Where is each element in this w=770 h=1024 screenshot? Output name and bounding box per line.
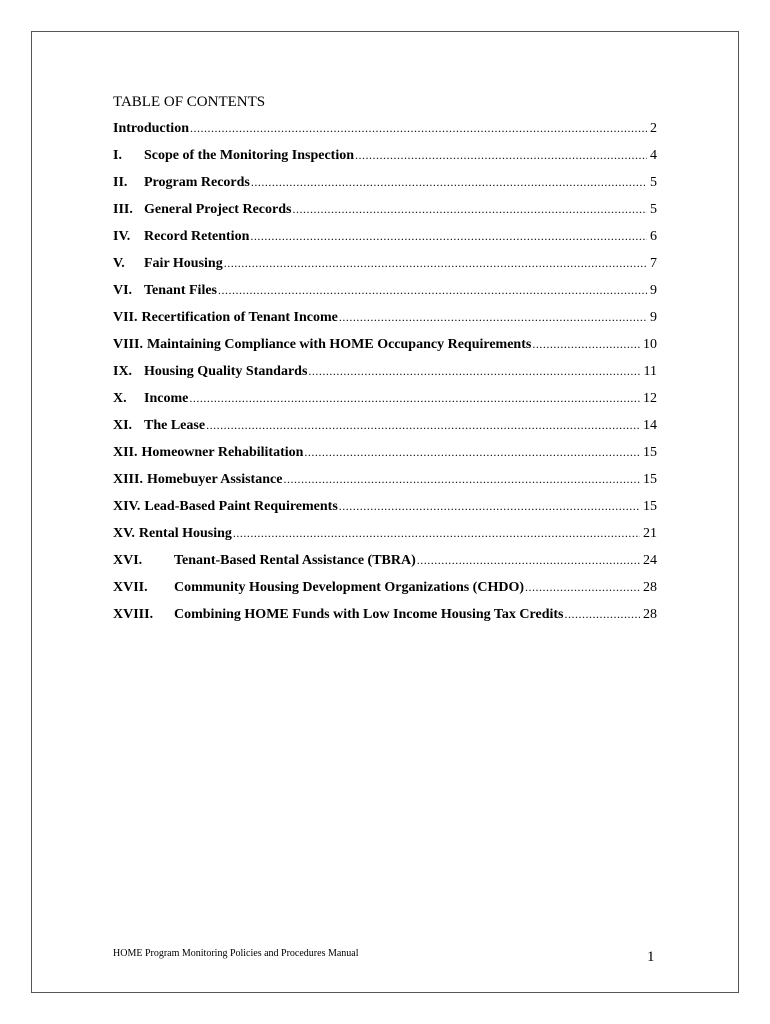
toc-dot-leader: [233, 524, 640, 542]
toc-entry-page: 21: [643, 526, 657, 541]
toc-entry-number: VIII.: [113, 337, 143, 352]
toc-dot-leader: [308, 362, 640, 380]
toc-entry-label: Homeowner Rehabilitation: [141, 445, 304, 460]
toc-dot-leader: [532, 335, 640, 353]
toc-entry-label: Tenant Files: [144, 283, 217, 298]
toc-entry-label: Community Housing Development Organizations (CHDO): [174, 580, 524, 595]
toc-list: [113, 119, 657, 632]
toc-entry-label: The Lease: [144, 418, 206, 433]
toc-entry-number: X.: [113, 391, 127, 406]
toc-entry[interactable]: [113, 470, 657, 497]
toc-entry-number: V.: [113, 256, 125, 271]
toc-entry-number: III.: [113, 202, 133, 217]
toc-entry[interactable]: [113, 605, 657, 632]
toc-entry-number: XVI.: [113, 553, 143, 568]
toc-entry-number: XII.: [113, 445, 138, 460]
toc-entry-number: XIV.: [113, 499, 141, 514]
toc-entry[interactable]: [113, 308, 657, 335]
toc-entry-page: 15: [643, 499, 657, 514]
toc-entry-label: Maintaining Compliance with HOME Occupancy Requirements: [146, 337, 532, 352]
toc-dot-leader: [218, 281, 647, 299]
toc-entry-page: 2: [650, 121, 657, 136]
toc-entry-number: IV.: [113, 229, 131, 244]
toc-entry[interactable]: [113, 281, 657, 308]
toc-title: TABLE OF CONTENTS: [113, 94, 266, 110]
toc-entry[interactable]: [113, 443, 657, 470]
toc-dot-leader: [224, 254, 647, 272]
toc-entry-number: XV.: [113, 526, 135, 541]
toc-entry[interactable]: [113, 335, 657, 362]
toc-entry[interactable]: [113, 524, 657, 551]
toc-dot-leader: [250, 227, 647, 245]
toc-dot-leader: [190, 119, 647, 137]
toc-entry-page: 7: [650, 256, 657, 271]
toc-entry-label: Record Retention: [144, 229, 250, 244]
toc-dot-leader: [525, 578, 640, 596]
toc-entry-page: 14: [643, 418, 657, 433]
toc-entry[interactable]: [113, 173, 657, 200]
toc-entry[interactable]: [113, 119, 657, 146]
toc-entry-page: 28: [643, 580, 657, 595]
toc-entry-page: 5: [650, 175, 657, 190]
toc-entry[interactable]: [113, 497, 657, 524]
toc-entry-number: XVII.: [113, 580, 148, 595]
toc-entry-label: Fair Housing: [144, 256, 223, 271]
toc-entry[interactable]: [113, 254, 657, 281]
toc-entry-page: 10: [643, 337, 657, 352]
toc-dot-leader: [189, 389, 640, 407]
toc-dot-leader: [251, 173, 647, 191]
toc-entry-page: 15: [643, 445, 657, 460]
toc-entry-page: 9: [650, 310, 657, 325]
toc-entry[interactable]: [113, 200, 657, 227]
toc-entry-number: XIII.: [113, 472, 143, 487]
toc-entry-page: 5: [650, 202, 657, 217]
toc-dot-leader: [565, 605, 641, 623]
toc-dot-leader: [304, 443, 640, 461]
toc-entry-label: Recertification of Tenant Income: [141, 310, 338, 325]
toc-entry-label: Combining HOME Funds with Low Income Housing Tax Credits: [174, 607, 564, 622]
toc-entry[interactable]: [113, 389, 657, 416]
toc-entry-number: XI.: [113, 418, 133, 433]
toc-entry-label: General Project Records: [144, 202, 292, 217]
toc-entry-number: I.: [113, 148, 122, 163]
toc-entry-page: 6: [650, 229, 657, 244]
toc-entry[interactable]: [113, 146, 657, 173]
toc-entry-page: 28: [643, 607, 657, 622]
toc-dot-leader: [206, 416, 640, 434]
toc-entry-page: 9: [650, 283, 657, 298]
toc-entry-page: 24: [643, 553, 657, 568]
toc-entry-page: 11: [643, 364, 657, 379]
toc-entry-number: IX.: [113, 364, 133, 379]
footer-text: HOME Program Monitoring Policies and Procedures Manual: [113, 948, 359, 959]
toc-dot-leader: [339, 308, 647, 326]
toc-entry-label: Scope of the Monitoring Inspection: [144, 148, 354, 163]
toc-entry-label: Housing Quality Standards: [144, 364, 308, 379]
toc-dot-leader: [283, 470, 640, 488]
toc-entry-label: Income: [144, 391, 189, 406]
toc-entry-label: Program Records: [144, 175, 250, 190]
toc-entry-number: XVIII.: [113, 607, 154, 622]
toc-entry[interactable]: [113, 416, 657, 443]
toc-entry[interactable]: [113, 578, 657, 605]
toc-dot-leader: [355, 146, 647, 164]
toc-dot-leader: [339, 497, 640, 515]
toc-entry-page: 4: [650, 148, 657, 163]
toc-entry-number: VI.: [113, 283, 133, 298]
toc-entry-number: VII.: [113, 310, 138, 325]
toc-entry-label: Lead-Based Paint Requirements: [144, 499, 338, 514]
toc-entry[interactable]: [113, 362, 657, 389]
toc-entry-page: 12: [643, 391, 657, 406]
footer-page-number: 1: [647, 949, 655, 965]
toc-entry[interactable]: [113, 227, 657, 254]
toc-entry-label: Homebuyer Assistance: [146, 472, 283, 487]
toc-entry-page: 15: [643, 472, 657, 487]
toc-entry[interactable]: [113, 551, 657, 578]
toc-dot-leader: [292, 200, 647, 218]
toc-entry-label: Introduction: [113, 121, 189, 136]
toc-dot-leader: [417, 551, 640, 569]
toc-entry-label: Tenant-Based Rental Assistance (TBRA): [174, 553, 416, 568]
toc-entry-label: Rental Housing: [138, 526, 232, 541]
toc-entry-number: II.: [113, 175, 128, 190]
